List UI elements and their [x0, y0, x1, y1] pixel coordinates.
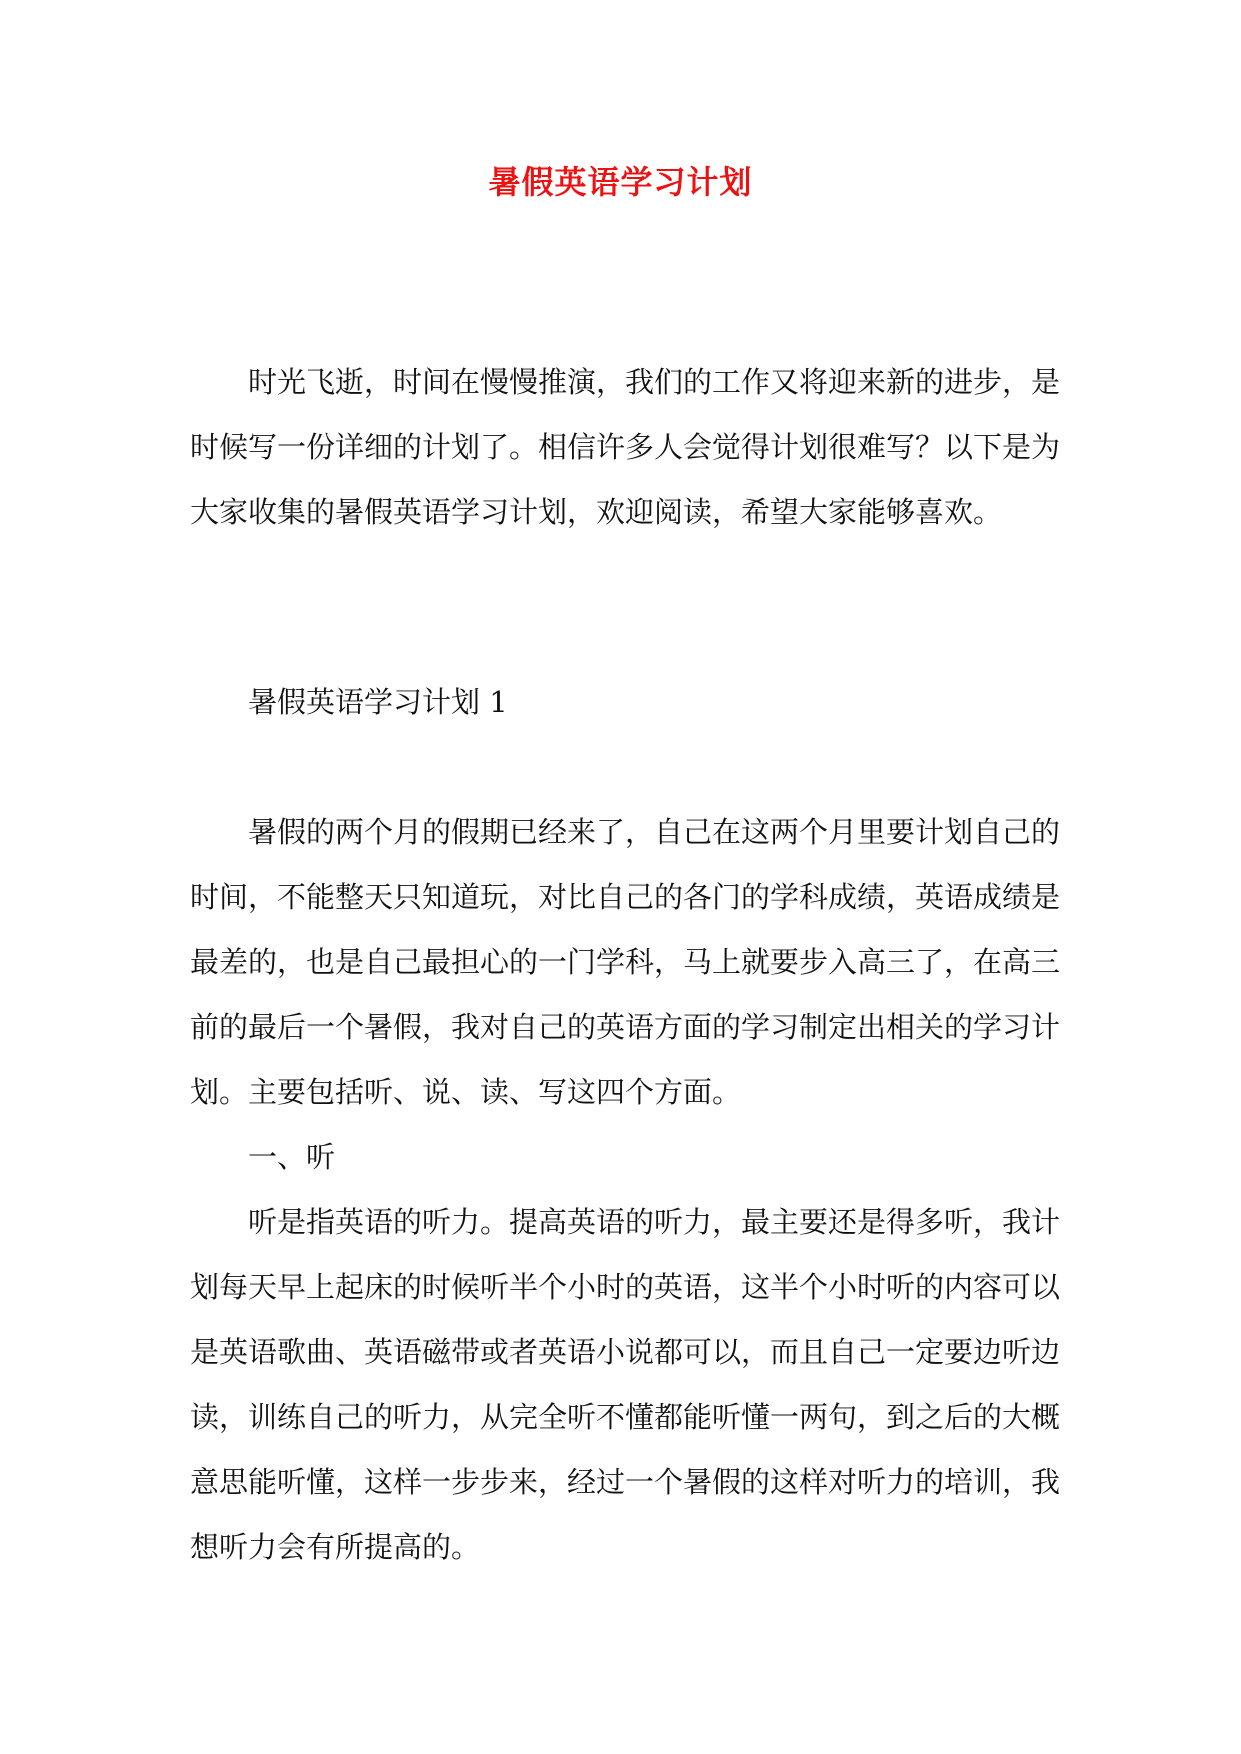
- intro-paragraph: [190, 350, 1060, 545]
- paragraph-line: 时间，不能整天只知道玩，对比自己的各门的学科成绩，英语成绩是: [190, 880, 1061, 914]
- section-heading: [190, 670, 1060, 735]
- section1-paragraph: [190, 800, 1060, 1125]
- document-title: 暑假英语学习计划: [488, 163, 753, 201]
- paragraph-line: 时候写一份详细的计划了。相信许多人会觉得计划很难写？以下是为: [190, 430, 1061, 464]
- paragraph-line: 暑假的两个月的假期已经来了，自己在这两个月里要计划自己的: [248, 815, 1061, 849]
- paragraph-line: 想听力会有所提高的。: [190, 1530, 481, 1564]
- paragraph-line: 大家收集的暑假英语学习计划，欢迎阅读，希望大家能够喜欢。: [190, 495, 1003, 529]
- paragraph-line: 时光飞逝，时间在慢慢推演，我们的工作又将迎来新的进步，是: [248, 365, 1061, 399]
- paragraph-line: 划每天早上起床的时候听半个小时的英语，这半个小时听的内容可以: [190, 1270, 1061, 1304]
- paragraph-line: 是英语歌曲、英语磁带或者英语小说都可以，而且自己一定要边听边: [190, 1335, 1061, 1369]
- listening-paragraph: [190, 1190, 1060, 1580]
- paragraph-line: 前的最后一个暑假，我对自己的英语方面的学习制定出相关的学习计: [190, 1010, 1061, 1044]
- paragraph-line: 划。主要包括听、说、读、写这四个方面。: [190, 1075, 742, 1109]
- subsection-heading: [190, 1125, 1060, 1190]
- paragraph-line: 最差的，也是自己最担心的一门学科，马上就要步入高三了，在高三: [190, 945, 1061, 979]
- section-heading-text: 暑假英语学习计划 1: [248, 685, 508, 719]
- subsection-heading-text: 一、听: [248, 1140, 336, 1174]
- paragraph-line: 读，训练自己的听力，从完全听不懂都能听懂一两句，到之后的大概: [190, 1400, 1061, 1434]
- paragraph-line: 听是指英语的听力。提高英语的听力，最主要还是得多听，我计: [248, 1205, 1061, 1239]
- paragraph-line: 意思能听懂，这样一步步来，经过一个暑假的这样对听力的培训，我: [190, 1465, 1061, 1499]
